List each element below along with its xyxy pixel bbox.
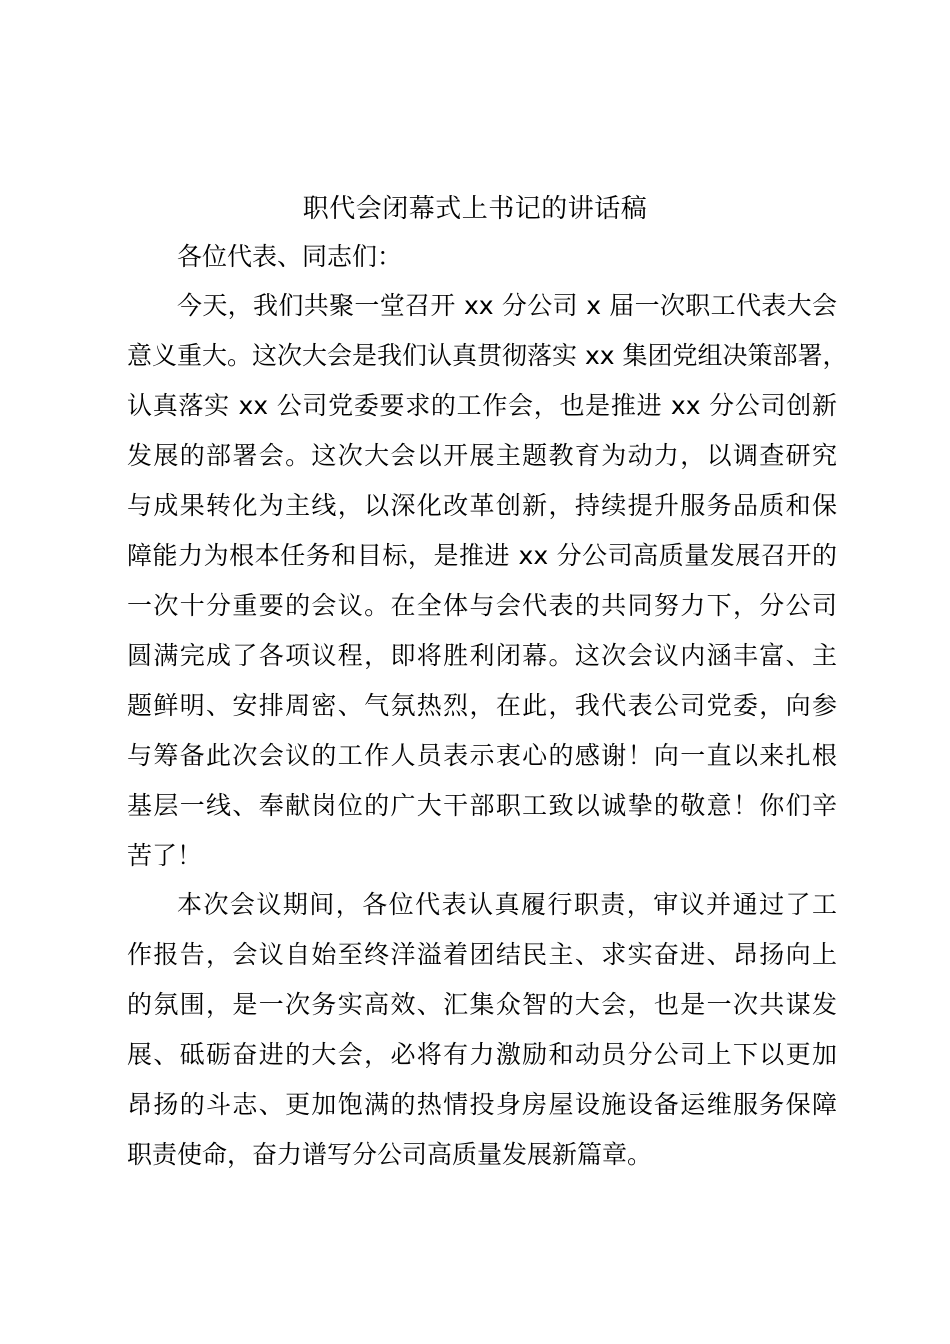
document-title: 职代会闭幕式上书记的讲话稿 <box>302 194 648 224</box>
paragraph-line: 本次会议期间，各位代表认真履行职责，审议并通过了工 <box>177 890 837 919</box>
paragraph-line: 发展的部署会。这次大会以开展主题教育为动力，以调查研究 <box>127 441 837 470</box>
paragraph-line: 昂扬的斗志、更加饱满的热情投身房屋设施设备运维服务保障 <box>127 1090 837 1119</box>
paragraph-opening <box>127 281 848 881</box>
paragraph-line: 障能力为根本任务和目标，是推进 xx 分公司高质量发展召开的 <box>127 541 837 570</box>
paragraph-line: 展、砥砺奋进的大会，必将有力激励和动员分公司上下以更加 <box>127 1040 837 1069</box>
paragraph-line: 圆满完成了各项议程，即将胜利闭幕。这次会议内涵丰富、主 <box>127 641 837 670</box>
paragraph-line: 与成果转化为主线，以深化改革创新，持续提升服务品质和保 <box>127 491 837 520</box>
paragraph-line: 基层一线、奉献岗位的广大干部职工致以诚挚的敬意！你们辛 <box>127 791 837 820</box>
paragraph-line: 与筹备此次会议的工作人员表示衷心的感谢！向一直以来扎根 <box>127 741 837 770</box>
paragraph-line: 认真落实 xx 公司党委要求的工作会，也是推进 xx 分公司创新 <box>127 391 837 420</box>
paragraph-line: 苦了！ <box>127 841 203 870</box>
paragraph-line: 一次十分重要的会议。在全体与会代表的共同努力下，分公司 <box>127 591 837 620</box>
paragraph-line: 意义重大。这次大会是我们认真贯彻落实 xx 集团党组决策部署， <box>127 341 848 370</box>
paragraph-line: 今天，我们共聚一堂召开 xx 分公司 x 届一次职工代表大会 <box>177 291 837 320</box>
salutation: 各位代表、同志们： <box>177 242 403 271</box>
paragraph-closing <box>127 880 837 1180</box>
paragraph-line: 的氛围，是一次务实高效、汇集众智的大会，也是一次共谋发 <box>127 990 837 1019</box>
paragraph-line: 作报告，会议自始至终洋溢着团结民主、求实奋进、昂扬向上 <box>127 940 837 969</box>
paragraph-line: 职责使命，奋力谱写分公司高质量发展新篇章。 <box>127 1140 653 1169</box>
paragraph-line: 题鲜明、安排周密、气氛热烈，在此，我代表公司党委，向参 <box>127 691 837 720</box>
